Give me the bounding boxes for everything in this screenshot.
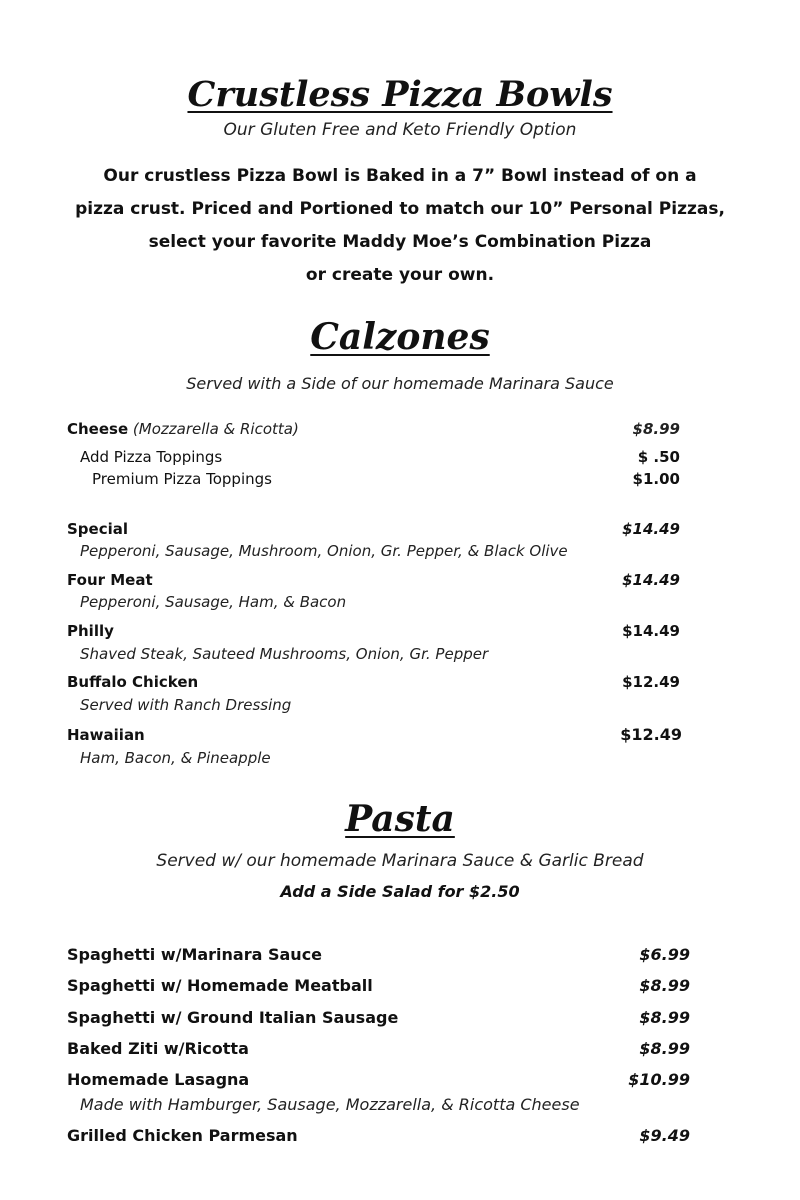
- calzone-item-name: Four Meat: [67, 571, 153, 589]
- calzone-premium-price: $1.00: [632, 470, 680, 488]
- pasta-item-name: Spaghetti w/ Ground Italian Sausage: [67, 1008, 399, 1027]
- pasta-item-name: Baked Ziti w/Ricotta: [67, 1039, 249, 1058]
- bowls-title: Crustless Pizza Bowls: [187, 74, 613, 115]
- bowls-intro-line: pizza crust. Priced and Portioned to match our 10” Personal Pizzas,: [75, 199, 725, 219]
- pasta-item-price: $8.99: [639, 976, 690, 995]
- bowls-intro-line: or create your own.: [305, 265, 495, 285]
- pasta-item-price: $8.99: [639, 1008, 690, 1027]
- pasta-title: Pasta: [345, 798, 455, 840]
- pasta-item-desc: Made with Hamburger, Sausage, Mozzarella, & Ricotta Cheese: [80, 1095, 580, 1114]
- pasta-item-name: Grilled Chicken Parmesan: [67, 1126, 298, 1145]
- calzone-cheese: [67, 420, 299, 438]
- calzone-premium-label: Premium Pizza Toppings: [92, 470, 272, 488]
- pasta-item-name: Spaghetti w/Marinara Sauce: [67, 945, 323, 964]
- calzone-item-desc: Ham, Bacon, & Pineapple: [80, 749, 271, 767]
- calzones-subtitle: Served with a Side of our homemade Marinara Sauce: [186, 374, 614, 393]
- bowls-intro: [0, 160, 800, 292]
- pasta-item-price: $8.99: [639, 1039, 690, 1058]
- pasta-side-salad: Add a Side Salad for $2.50: [280, 882, 520, 901]
- calzone-item-desc: Shaved Steak, Sauteed Mushrooms, Onion, Gr. Pepper: [80, 645, 489, 663]
- calzone-toppings-price: $ .50: [637, 448, 680, 466]
- calzone-item-name: Hawaiian: [67, 726, 145, 744]
- calzone-item-desc: Served with Ranch Dressing: [80, 696, 292, 714]
- calzone-item-desc: Pepperoni, Sausage, Ham, & Bacon: [80, 593, 347, 611]
- calzone-item-price: $14.49: [622, 571, 680, 589]
- calzone-cheese-note: (Mozzarella & Ricotta): [132, 420, 299, 438]
- calzone-item-name: Special: [67, 520, 129, 538]
- calzones-title: Calzones: [310, 316, 490, 358]
- pasta-item-price: $9.49: [639, 1126, 690, 1145]
- bowls-intro-line: Our crustless Pizza Bowl is Baked in a 7” Bowl instead of on a: [103, 166, 697, 186]
- pasta-item-name: Spaghetti w/ Homemade Meatball: [67, 976, 373, 995]
- calzone-cheese-name: Cheese: [67, 420, 129, 438]
- pasta-item-price: $6.99: [639, 945, 690, 964]
- pasta-item-name: Homemade Lasagna: [67, 1070, 250, 1089]
- calzone-item-desc: Pepperoni, Sausage, Mushroom, Onion, Gr. Pepper, & Black Olive: [80, 542, 568, 560]
- calzone-item-price: $12.49: [622, 673, 680, 691]
- bowls-intro-line: select your favorite Maddy Moe’s Combination Pizza: [148, 232, 652, 252]
- calzone-item-price: $12.49: [620, 725, 682, 744]
- calzone-item-name: Philly: [67, 622, 114, 640]
- calzone-item-price: $14.49: [622, 520, 680, 538]
- pasta-subtitle: Served w/ our homemade Marinara Sauce & Garlic Bread: [156, 851, 644, 871]
- calzone-item-name: Buffalo Chicken: [67, 673, 199, 691]
- calzone-cheese-price: $8.99: [632, 420, 680, 438]
- pasta-item-price: $10.99: [628, 1070, 690, 1089]
- calzone-item-price: $14.49: [622, 622, 680, 640]
- calzone-toppings-label: Add Pizza Toppings: [80, 448, 223, 466]
- bowls-subtitle: Our Gluten Free and Keto Friendly Option: [223, 120, 577, 140]
